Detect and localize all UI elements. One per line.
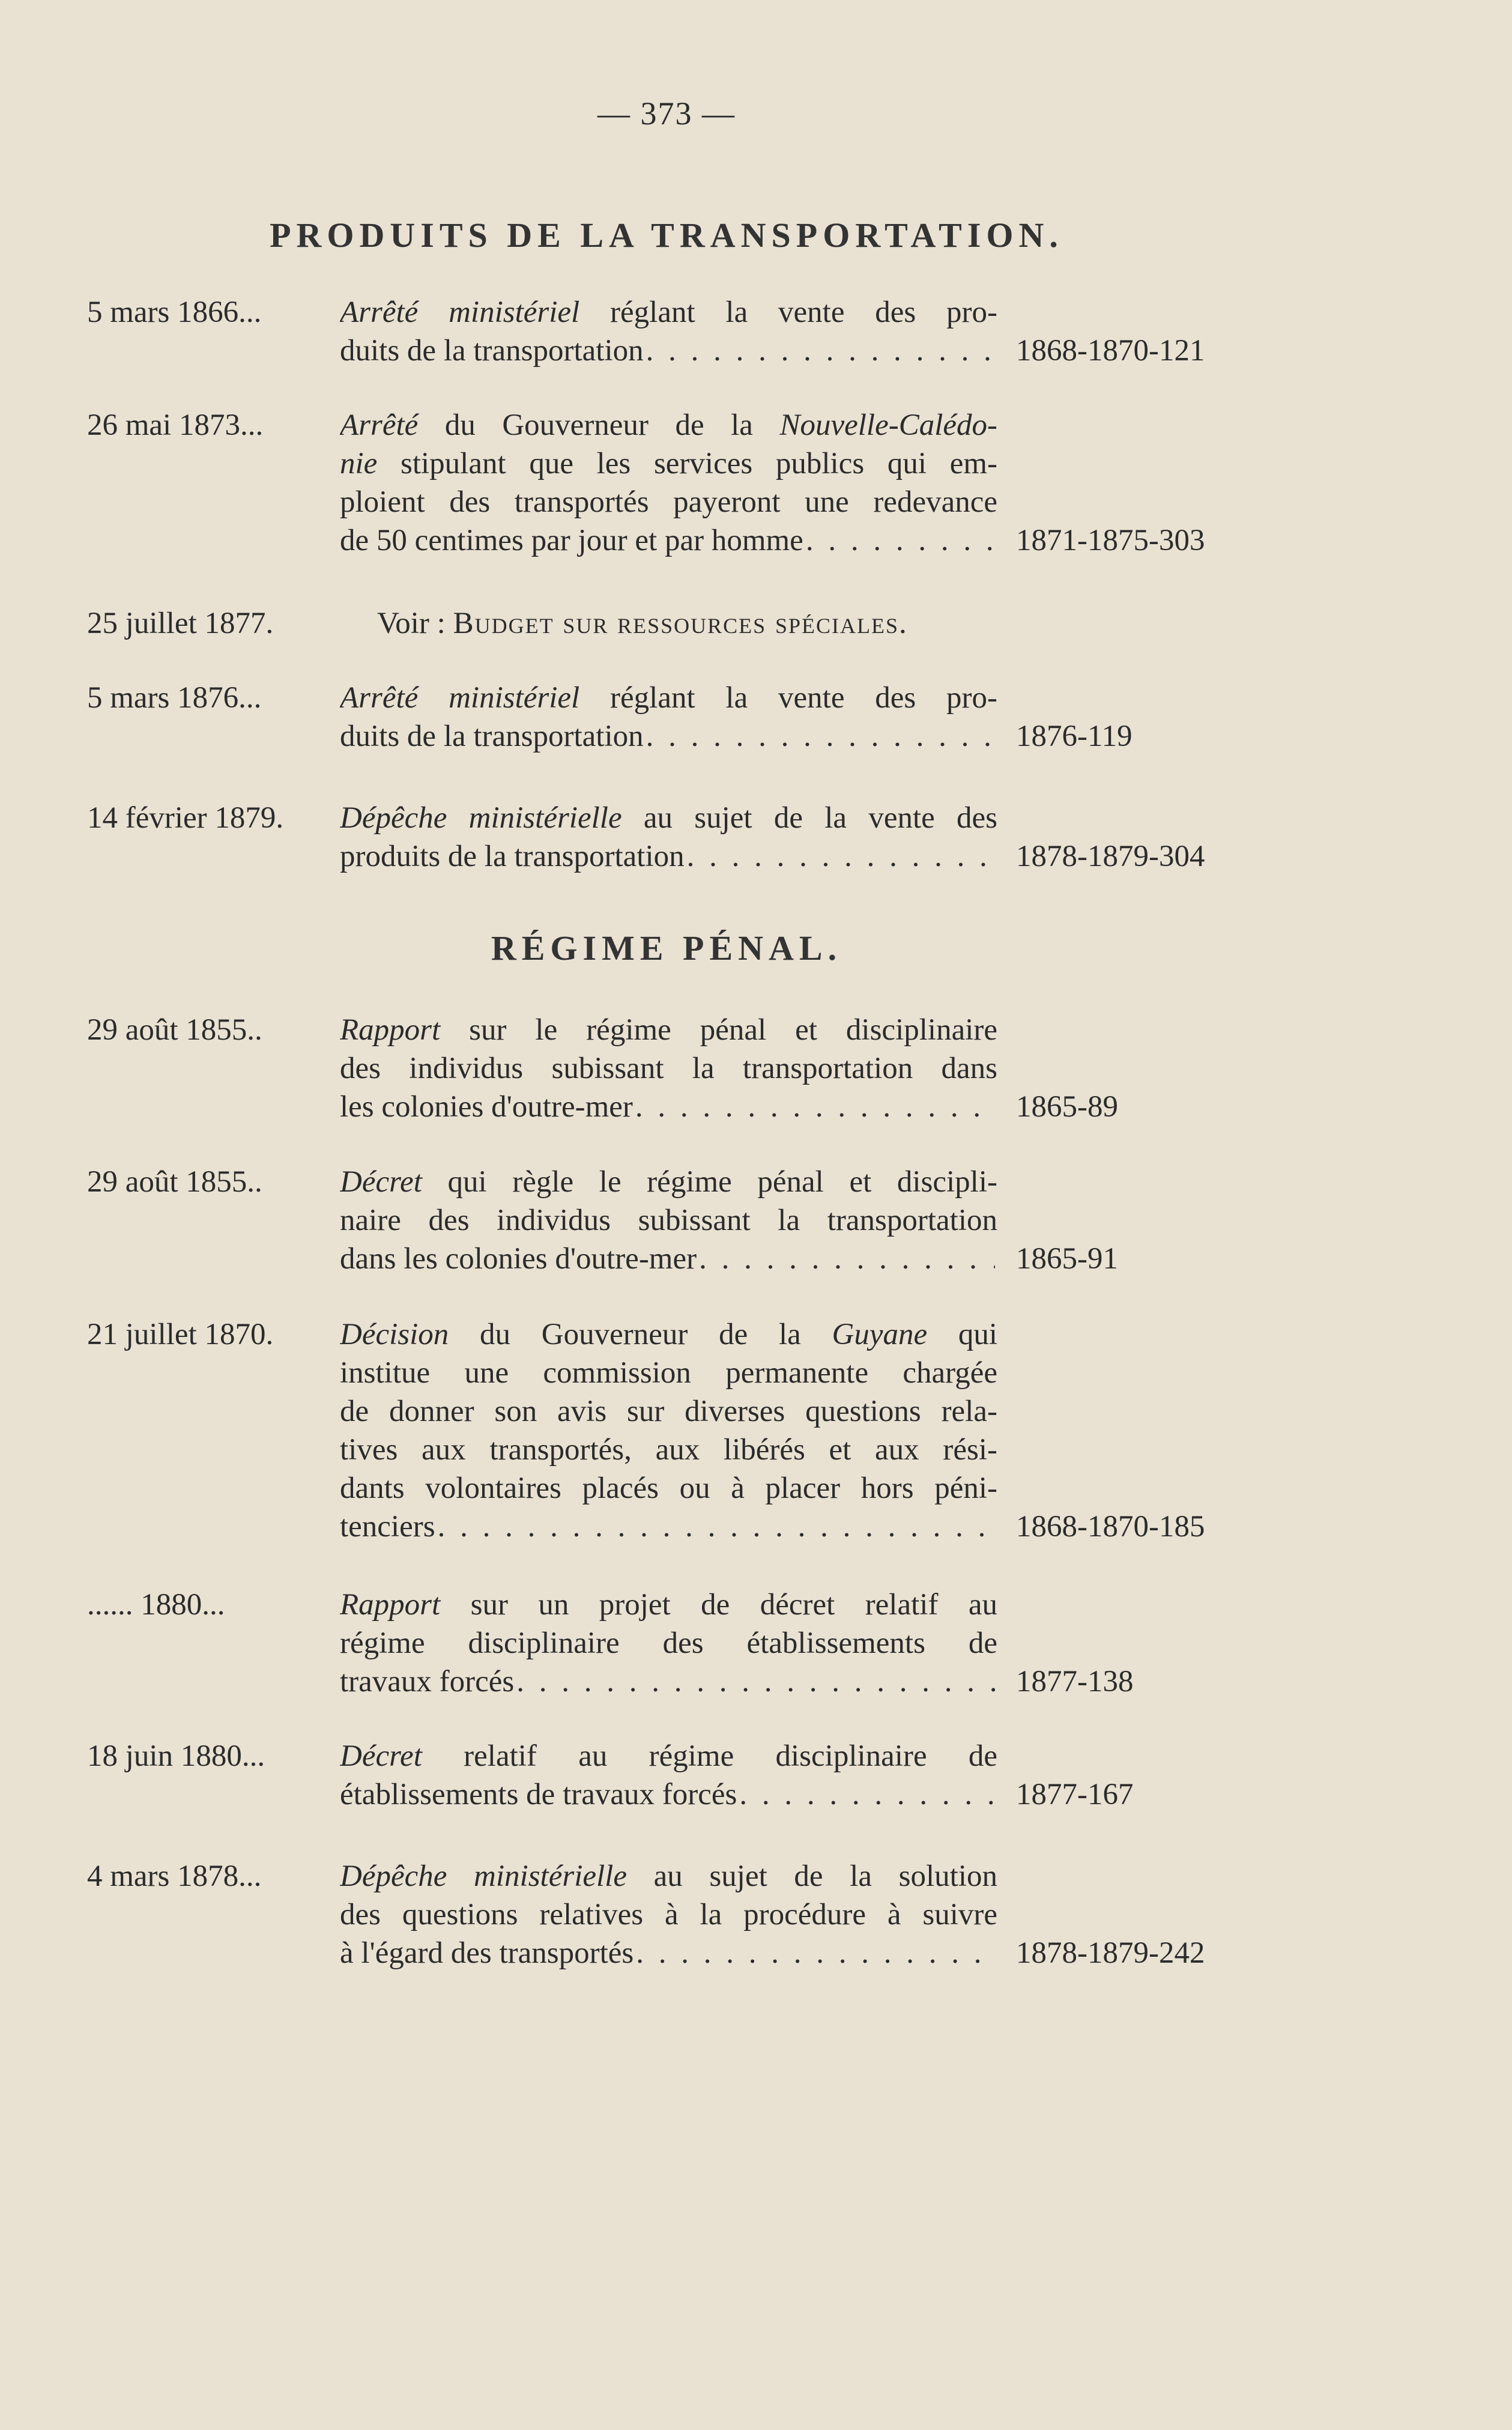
entry-date: 5 mars 1866... bbox=[87, 295, 262, 329]
entry-reference: 1878-1879-304 bbox=[1016, 840, 1205, 873]
section-heading-regime: RÉGIME PÉNAL. bbox=[491, 929, 842, 968]
entry-reference: 1877-138 bbox=[1016, 1665, 1134, 1698]
entry-text: Rapport sur un projet de décret relatif au régime disciplinaire des établissements de travaux forcés . . . bbox=[340, 1586, 997, 1701]
entry-text: Voir : Budget sur ressources spéciales. bbox=[377, 607, 908, 640]
entry-date: 5 mars 1876... bbox=[87, 681, 262, 715]
entry-text: Arrêté ministériel réglant la vente des pro- duits de la transportation . . . bbox=[340, 679, 997, 756]
entry-date: 4 mars 1878... bbox=[87, 1859, 262, 1893]
entry-date: 29 août 1855.. bbox=[87, 1165, 262, 1199]
entry-date: 29 août 1855.. bbox=[87, 1013, 262, 1047]
entry-date: 21 juillet 1870. bbox=[87, 1318, 274, 1351]
section-heading-produits: PRODUITS DE LA TRANSPORTATION. bbox=[270, 216, 1063, 255]
entry-reference: 1868-1870-185 bbox=[1016, 1510, 1205, 1544]
entry-date: 14 février 1879. bbox=[87, 801, 284, 835]
entry-text: Dépêche ministérielle au sujet de la solution des questions relatives à la procédure à suivre à l'égard des transportés . . . bbox=[340, 1857, 997, 1972]
page-number: — 373 — bbox=[597, 95, 736, 132]
entry-text: Rapport sur le régime pénal et disciplinaire des individus subissant la transportation dans les colonies d'outre-mer . . . bbox=[340, 1011, 997, 1126]
entry-reference: 1865-91 bbox=[1016, 1242, 1118, 1276]
entry-text: Décision du Gouverneur de la Guyane qui institue une commission permanente chargée de donner son avis sur diverses questions rela- tives aux transportés, aux libérés et aux rési- dants volontaires placés ou à placer hors péni- tenciers . . . bbox=[340, 1315, 997, 1546]
entry-reference: 1877-167 bbox=[1016, 1778, 1134, 1811]
entry-text: Arrêté ministériel réglant la vente des pro- duits de la transportation . . . bbox=[340, 293, 997, 370]
entry-text: Dépêche ministérielle au sujet de la vente des produits de la transportation . . . bbox=[340, 799, 997, 876]
entry-date: 18 juin 1880... bbox=[87, 1739, 265, 1773]
entry-date: 26 mai 1873... bbox=[87, 408, 264, 442]
entry-title: Arrêté ministériel bbox=[340, 295, 580, 329]
entry-reference: 1871-1875-303 bbox=[1016, 524, 1205, 557]
entry-date: 25 juillet 1877. bbox=[87, 607, 274, 640]
entry-reference: 1868-1870-121 bbox=[1016, 334, 1205, 368]
entry-reference: 1876-119 bbox=[1016, 720, 1132, 753]
entry-reference: 1878-1879-242 bbox=[1016, 1936, 1205, 1970]
entry-text: Décret relatif au régime disciplinaire de établissements de travaux forcés . . . bbox=[340, 1737, 997, 1814]
cross-reference: Budget sur ressources spéciales. bbox=[453, 607, 908, 640]
entry-text: Décret qui règle le régime pénal et discipli- naire des individus subissant la transportation dans les colonies d'outre-mer . . . bbox=[340, 1163, 997, 1278]
entry-date: ...... 1880... bbox=[87, 1588, 225, 1622]
entry-reference: 1865-89 bbox=[1016, 1090, 1118, 1124]
entry-text: Arrêté du Gouverneur de la Nouvelle-Calédo- nie stipulant que les services publics qui em- ploient des transportés payeront une redevance de 50 centimes par jour et par homme . . . bbox=[340, 406, 997, 560]
